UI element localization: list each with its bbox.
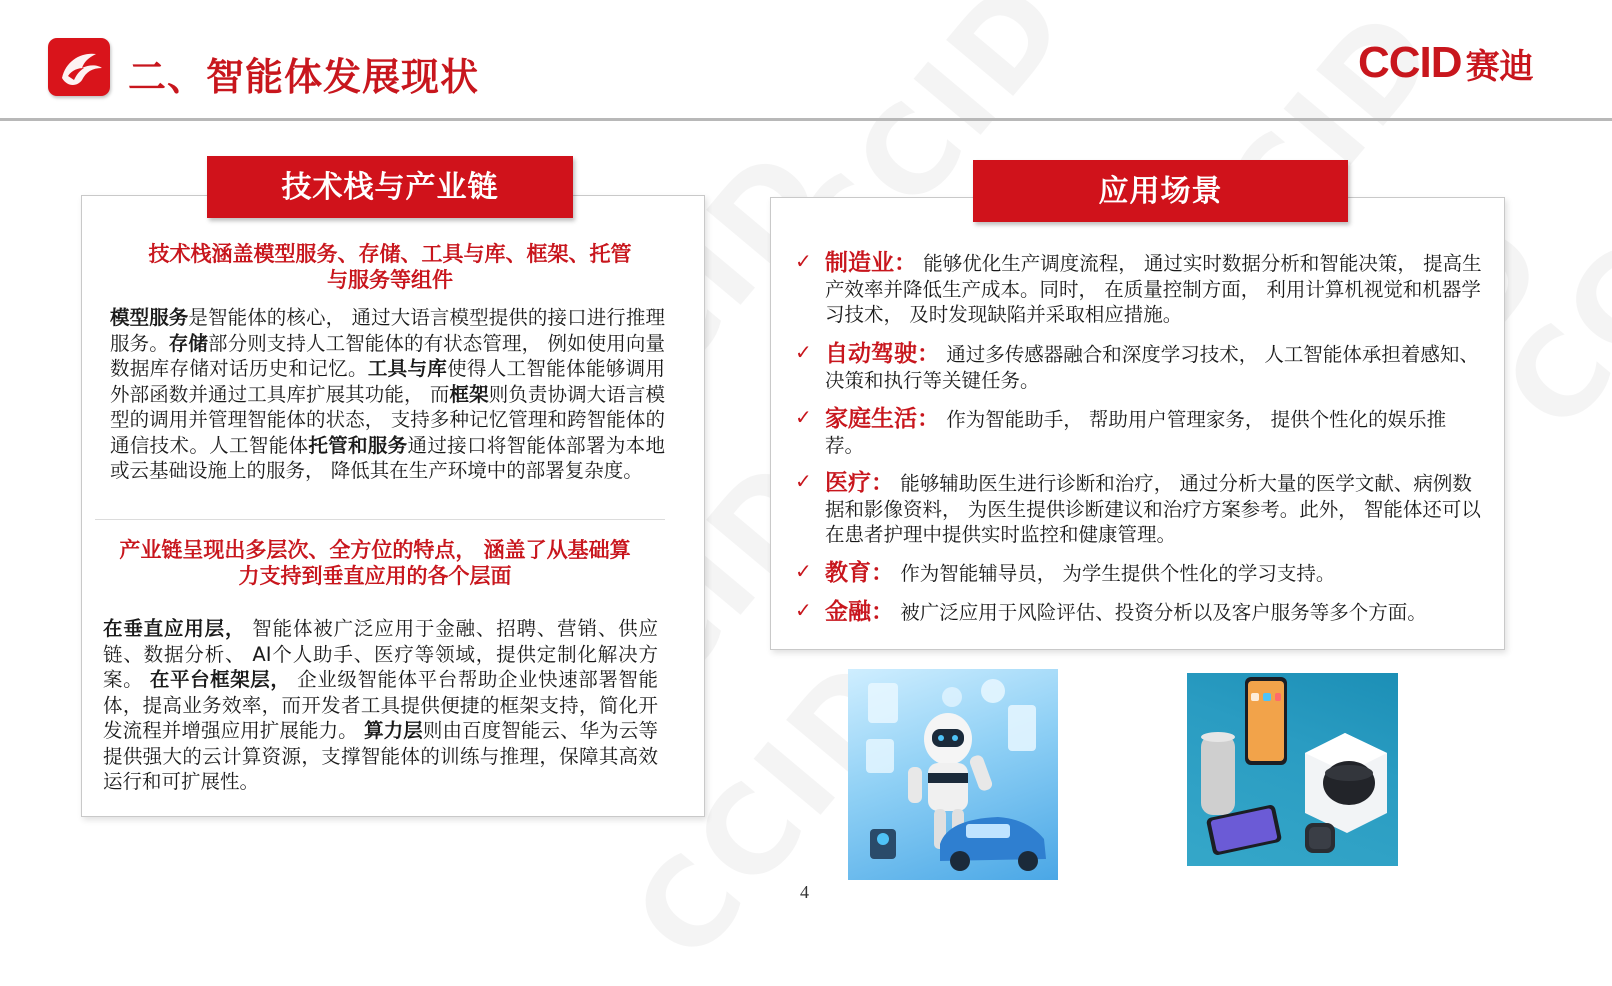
robot-car-illustration xyxy=(848,669,1058,880)
scene-key: 家庭生活： xyxy=(825,406,940,432)
bold-term: 工具与库 xyxy=(367,357,448,380)
scene-item-home-life xyxy=(795,407,1485,458)
scene-key: 医疗： xyxy=(825,470,894,496)
bold-term: 模型服务 xyxy=(110,306,189,329)
brand-en-text: CCID xyxy=(1358,38,1462,87)
checkmark-icon: ✓ xyxy=(795,340,812,364)
tech-stack-tab: 技术栈与产业链 xyxy=(207,156,573,218)
body-text: 使得人工智能体能够调用外部函数并通过工具库扩展其功能， 而 xyxy=(110,357,665,406)
scene-text: 作为智能辅导员， 为学生提供个性化的学习支持。 xyxy=(894,562,1336,585)
tech-stack-paragraph xyxy=(110,305,665,484)
page-title: 二、智能体发展现状 xyxy=(128,55,480,99)
scene-key: 教育： xyxy=(825,560,894,586)
scene-key: 金融： xyxy=(825,599,894,625)
body-text: 智能体被广泛应用于金融、招聘、营销、供应链、数据分析、 AI个人助手、医疗等领域，提供定制化解决方案。 xyxy=(103,617,658,691)
smart-devices-illustration xyxy=(1187,673,1398,866)
checkmark-icon: ✓ xyxy=(795,598,812,622)
tech-stack-subheading: 技术栈涵盖模型服务、存储、工具与库、框架、托管与服务等组件 xyxy=(148,242,632,292)
body-text: 则由百度智能云、华为云等提供强大的云计算资源，支撑智能体的训练与推理，保障其高效运行和可扩展性。 xyxy=(103,719,658,793)
scene-text: 作为智能助手， 帮助用户管理家务， 提供个性化的娱乐推荐。 xyxy=(825,408,1447,457)
header-divider xyxy=(0,118,1612,121)
scene-key: 制造业： xyxy=(825,250,917,276)
brand-cn-text: 赛迪 xyxy=(1465,46,1534,87)
scene-key: 自动驾驶： xyxy=(825,341,940,367)
body-text: 部分则支持人工智能体的有状态管理， 例如使用向量数据库存储对话历史和记忆。 xyxy=(110,331,665,380)
section-divider xyxy=(95,519,665,520)
body-text: 通过接口将智能体部署为本地或云基础设施上的服务， 降低其在生产环境中的部署复杂度。 xyxy=(110,433,665,482)
scene-text: 能够辅助医生进行诊断和治疗， 通过分析大量的医学文献、病例数据和影像资料， 为医生提供诊断建议和治疗方案参考。此外， 智能体还可以在患者护理中提供实时监控和健康管理。 xyxy=(825,472,1481,546)
bold-term: 托管和服务 xyxy=(308,433,408,457)
page-number: 4 xyxy=(800,882,809,902)
scene-item-finance xyxy=(795,600,1485,626)
industry-chain-paragraph xyxy=(103,616,658,795)
industry-chain-subheading: 产业链呈现出多层次、全方位的特点， 涵盖了从基础算力支持到垂直应用的各个层面 xyxy=(119,538,631,588)
checkmark-icon: ✓ xyxy=(795,405,812,429)
bold-term: 存储 xyxy=(168,331,208,355)
scene-text: 通过多传感器融合和深度学习技术， 人工智能体承担着感知、决策和执行等关键任务。 xyxy=(825,343,1479,392)
bold-term: 在平台框架层， xyxy=(149,668,291,691)
ccid-brand-logo xyxy=(1358,38,1534,88)
checkmark-icon: ✓ xyxy=(795,249,812,273)
company-logo-icon xyxy=(48,38,110,96)
scene-text: 能够优化生产调度流程， 通过实时数据分析和智能决策， 提高生产效率并降低生产成本。同时， 在质量控制方面， 利用计算机视觉和机器学习技术， 及时发现缺陷并采取相应措施。 xyxy=(825,252,1482,326)
bold-term: 框架 xyxy=(449,382,489,406)
scene-item-medical xyxy=(795,471,1485,548)
body-text: 是智能体的核心， 通过大语言模型提供的接口进行推理服务。 xyxy=(110,306,665,355)
scene-item-autonomous-driving xyxy=(795,342,1485,393)
bold-term: 在垂直应用层， xyxy=(103,617,246,640)
body-text: 企业级智能体平台帮助企业快速部署智能体，提高业务效率，而开发者工具提供便捷的框架支持，简化开发流程并增强应用扩展能力。 xyxy=(103,668,658,742)
checkmark-icon: ✓ xyxy=(795,559,812,583)
scene-text: 被广泛应用于风险评估、投资分析以及客户服务等多个方面。 xyxy=(894,601,1427,624)
application-tab: 应用场景 xyxy=(973,160,1348,222)
bold-term: 算力层 xyxy=(364,719,423,742)
body-text: 则负责协调大语言模型的调用并管理智能体的状态， 支持多种记忆管理和跨智能体的通信技术。人工智能体 xyxy=(110,382,665,457)
scene-item-education xyxy=(795,561,1485,587)
checkmark-icon: ✓ xyxy=(795,469,812,493)
scene-item-manufacturing xyxy=(795,251,1485,328)
